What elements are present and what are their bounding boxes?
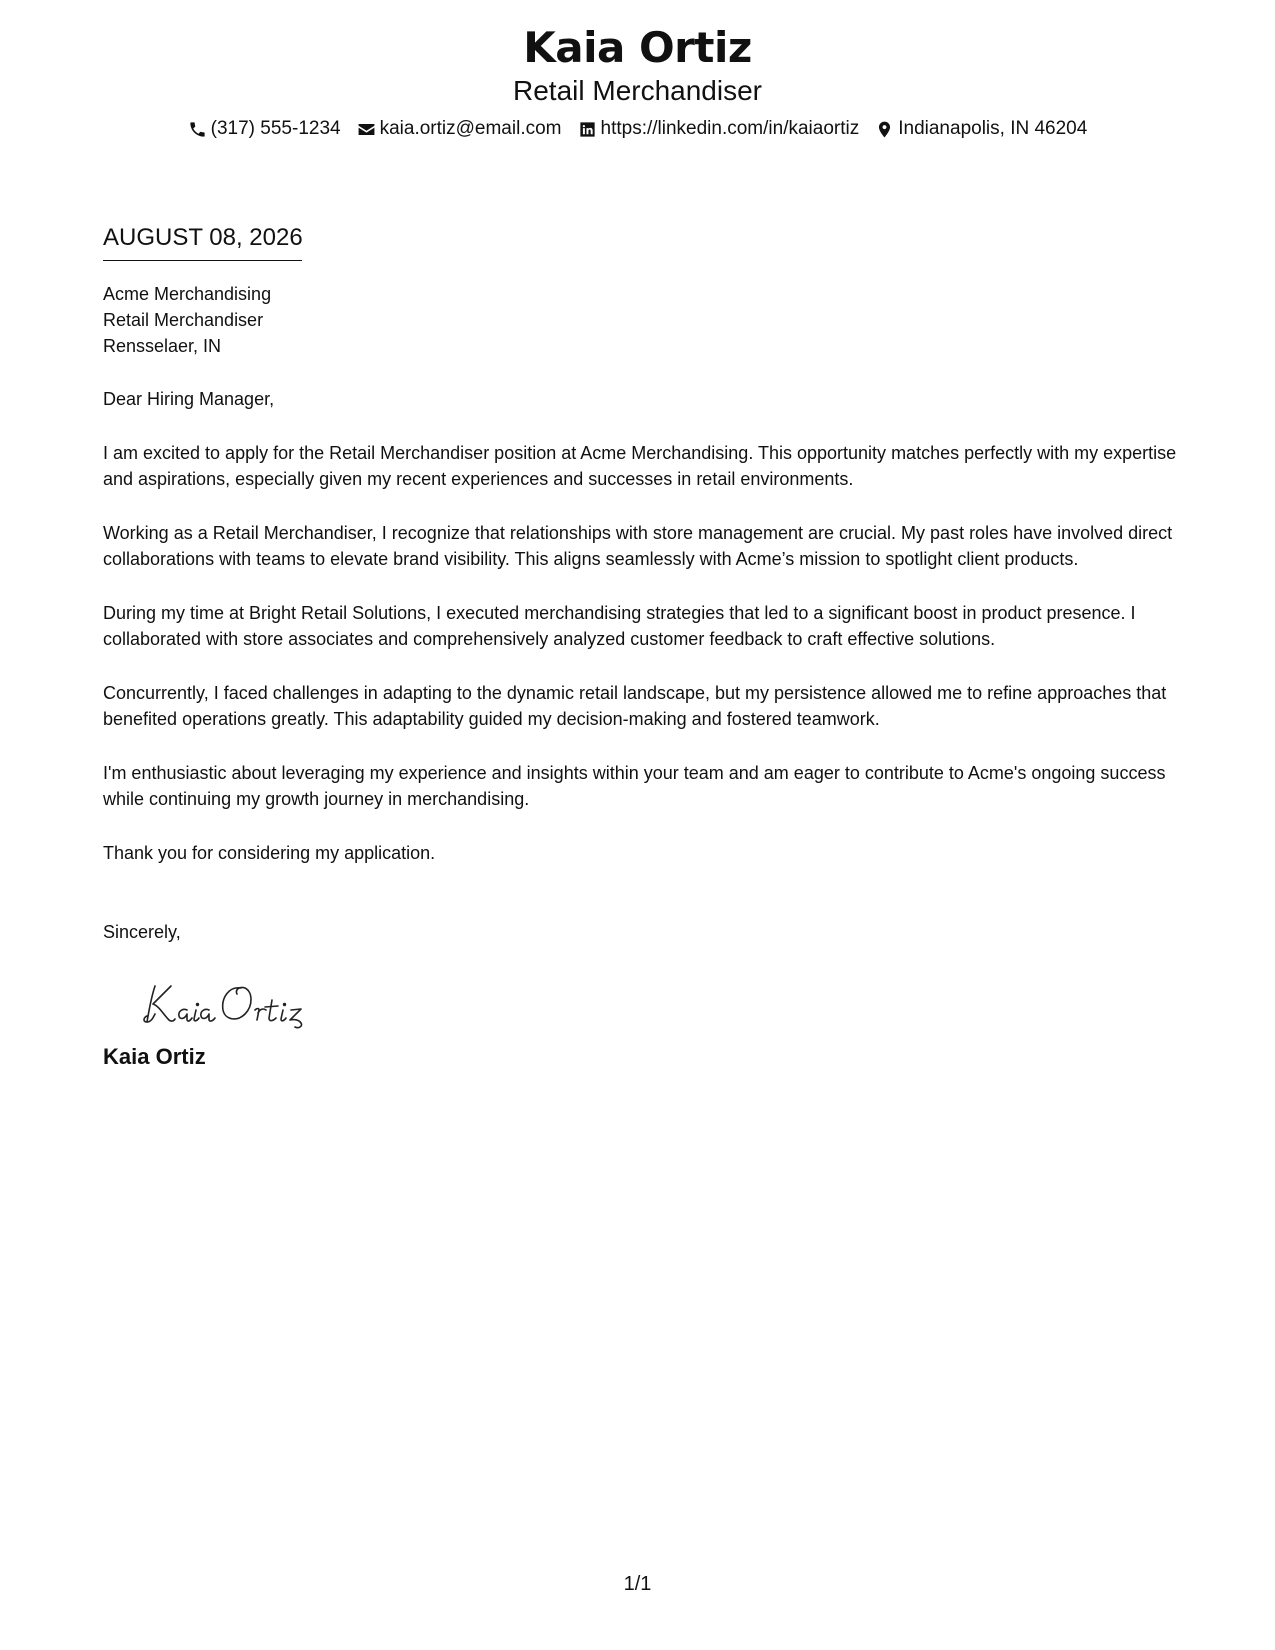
recipient-position: Retail Merchandiser: [103, 310, 264, 330]
contact-row: [0, 117, 1275, 141]
signature-image: [141, 974, 341, 1030]
contact-email: [357, 117, 562, 141]
paragraph: Working as a Retail Merchandiser, I recognize that relationships with store management are crucial. My past roles have involved direct collaborations with teams to elevate brand visibility. This aligns seamlessly with Acme’s mission to spotlight client products.: [103, 522, 1173, 569]
phone-text: (317) 555-1234: [210, 118, 341, 139]
signer-name: Kaia Ortiz: [103, 1043, 206, 1069]
recipient-location: Rensselaer, IN: [103, 336, 222, 356]
paragraph: During my time at Bright Retail Solutions, I executed merchandising strategies that led to a significant boost in product presence. I collaborated with store associates and comprehensively analyzed customer feedback to craft effective solutions.: [103, 602, 1136, 649]
applicant-name: Kaia Ortiz: [523, 23, 752, 72]
contact-location: [875, 117, 1087, 141]
recipient-block: [103, 281, 1178, 359]
letter-date: AUGUST 08, 2026: [103, 222, 302, 261]
page-number: 1/1: [623, 1573, 652, 1595]
email-text: kaia.ortiz@email.com: [379, 118, 562, 139]
envelope-icon: [357, 120, 376, 139]
letter-body: [103, 222, 1178, 1071]
map-pin-icon: [875, 120, 894, 139]
paragraph: Concurrently, I faced challenges in adapting to the dynamic retail landscape, but my persistence allowed me to refine approaches that benefited operations greatly. This adaptability guided my decision-making and fostered teamwork.: [103, 682, 1167, 729]
contact-phone: [188, 117, 341, 141]
linkedin-text: https://linkedin.com/in/kaiaortiz: [600, 118, 860, 139]
linkedin-icon: [578, 120, 597, 139]
paragraph: I'm enthusiastic about leveraging my experience and insights within your team and am eager to contribute to Acme's ongoing success while continuing my growth journey in merchandising.: [103, 762, 1166, 809]
closing: Sincerely,: [103, 922, 181, 942]
letter-header: [0, 22, 1275, 141]
contact-linkedin: [578, 117, 860, 141]
paragraph: I am excited to apply for the Retail Merchandiser position at Acme Merchandising. This opportunity matches perfectly with my expertise and aspirations, especially given my recent experiences and successes in retail environments.: [103, 442, 1177, 489]
salutation: Dear Hiring Manager,: [103, 389, 275, 409]
location-text: Indianapolis, IN 46204: [898, 118, 1088, 139]
applicant-title: Retail Merchandiser: [513, 75, 762, 106]
paragraph: Thank you for considering my application.: [103, 842, 436, 863]
recipient-company: Acme Merchandising: [103, 284, 272, 304]
phone-icon: [188, 120, 207, 139]
